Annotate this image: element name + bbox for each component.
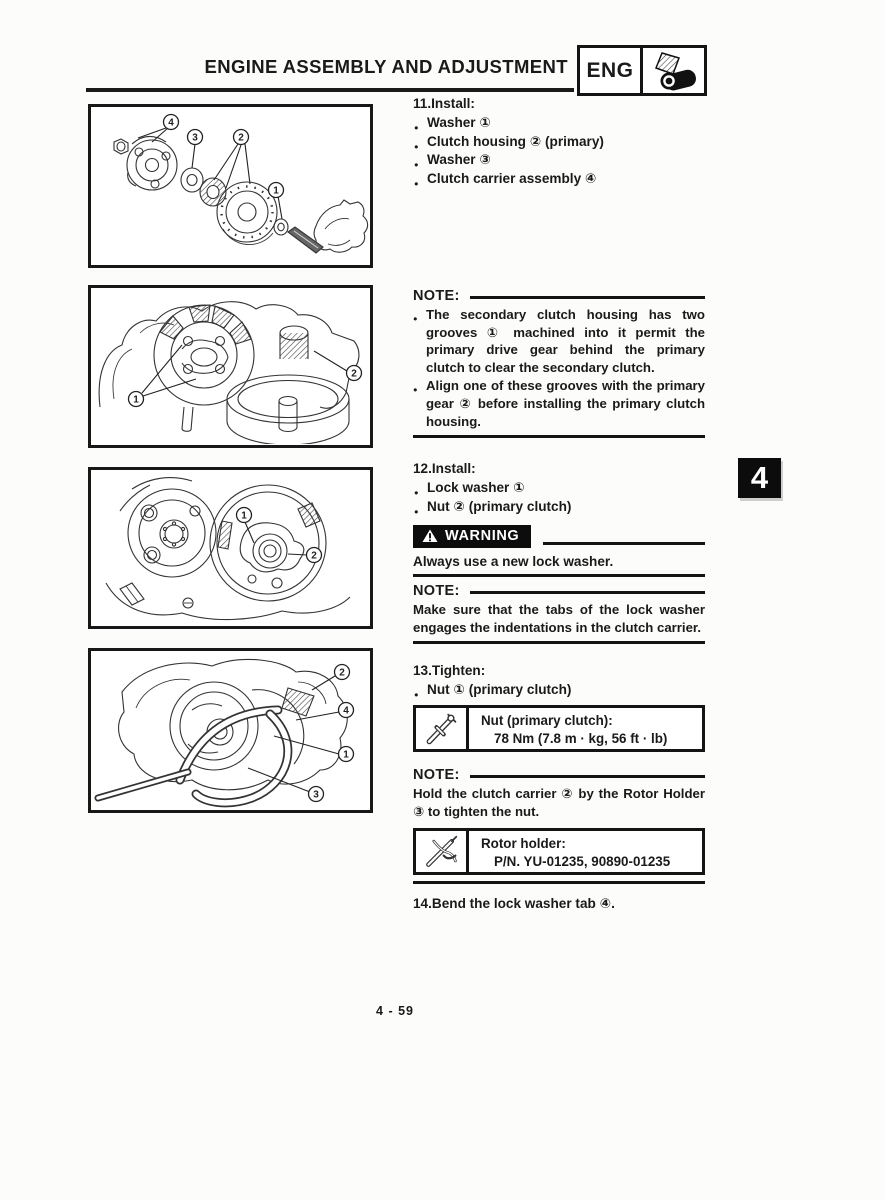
torque-spec-value: 78 Nm (7.8 m · kg, 56 ft · lb) [494,731,668,746]
lock-washer-illustration [92,471,369,625]
figure-clutch-exploded-view [88,104,373,268]
chapter-tab: 4 [738,458,781,498]
callout-2: 2 [238,132,244,144]
step-13-tighten [413,661,705,700]
list-item: ● Lock washer ① [413,479,705,498]
page-title: ENGINE ASSEMBLY AND ADJUSTMENT [204,56,568,77]
warning-text: Always use a new lock washer. [413,554,614,569]
note-rule [470,591,705,594]
callout-2: 2 [311,550,317,562]
note-item: ● The secondary clutch housing has two grooves ① machined into it permit the primary drive gear behind the primary clutch to clear the secondary clutch. [413,306,705,376]
list-item: ● Washer ③ [413,151,705,170]
torque-wrench-icon [416,708,469,749]
note-lock-washer-tabs [413,583,705,644]
rotor-holder-illustration [92,652,369,809]
section-tag-box [577,45,707,96]
title-underline [86,88,574,92]
step-11-install [413,94,705,188]
engine-icon [643,48,704,93]
list-item: ● Nut ① (primary clutch) [413,681,705,700]
section-rule [413,641,705,644]
note-text: Make sure that the tabs of the lock washer engages the indentations in the clutch carrier. [413,602,705,635]
step-title: 12.Install: [413,461,476,476]
step-title: 11.Install: [413,96,475,111]
callout-2: 2 [339,667,345,679]
warning-label: WARNING [445,528,520,544]
note-grooves [413,288,705,438]
figure-clutch-housing-grooves [88,285,373,448]
list-item: ● Nut ② (primary clutch) [413,498,705,517]
special-tool-icon [416,831,469,872]
step-14-bend-tab [413,894,705,913]
torque-spec-item: Nut (primary clutch): [481,713,613,728]
warning-triangle-icon [422,529,438,543]
section-rule [413,881,705,884]
step-12-install [413,459,705,516]
list-item: ● Clutch carrier assembly ④ [413,170,705,189]
list-item: ● Washer ① [413,114,705,133]
section-rule [413,435,705,438]
page-number: 4 - 59 [376,1004,414,1018]
step-text: 14.Bend the lock washer tab ④. [413,896,615,911]
warning-rule [543,542,705,545]
note-item: ● Align one of these grooves with the primary gear ② before installing the primary clutch housing. [413,377,705,430]
callout-1: 1 [343,749,349,761]
callout-1: 1 [133,394,139,406]
note-rule [470,296,705,299]
callout-3: 3 [192,132,198,144]
section-rule [413,574,705,577]
warning-block [413,525,705,577]
tool-spec-value: P/N. YU-01235, 90890-01235 [494,854,671,869]
clutch-housing-illustration [92,289,369,444]
clutch-exploded-illustration [92,108,369,264]
figure-lock-washer-nut [88,467,373,629]
callout-1: 1 [273,185,279,197]
warning-badge [413,525,531,548]
callout-1: 1 [241,510,247,522]
tool-spec-box [413,828,705,875]
list-item: ● Clutch housing ② (primary) [413,133,705,152]
callout-2: 2 [351,368,357,380]
figure-rotor-holder [88,648,373,813]
note-rotor-holder [413,767,705,821]
note-rule [470,775,705,778]
note-label: NOTE: [413,583,460,599]
callout-4: 4 [168,117,174,129]
callout-4: 4 [343,705,349,717]
tool-spec-item: Rotor holder: [481,836,566,851]
section-tag-label: ENG [580,48,643,93]
note-label: NOTE: [413,288,460,304]
note-label: NOTE: [413,767,460,783]
note-text: Hold the clutch carrier ② by the Rotor Holder ③ to tighten the nut. [413,786,705,819]
step-title: 13.Tighten: [413,663,486,678]
callout-3: 3 [313,789,319,801]
torque-spec-box [413,705,705,752]
